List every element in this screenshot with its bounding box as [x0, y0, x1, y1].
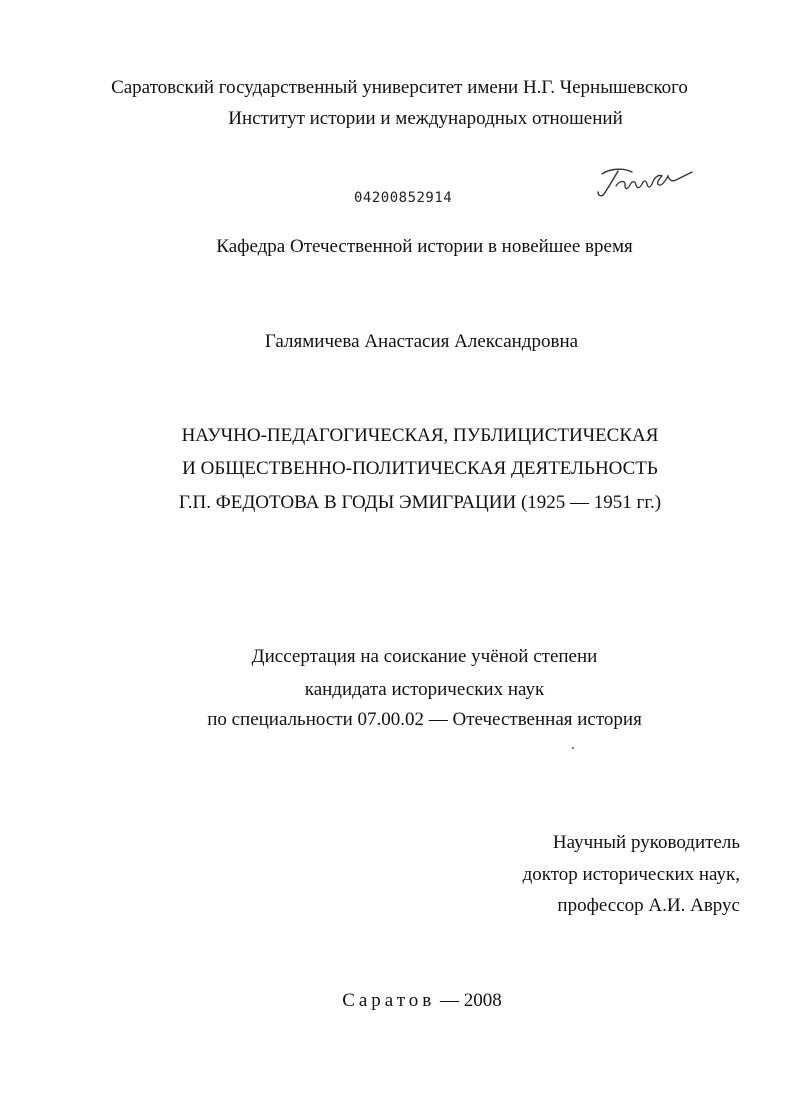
degree-line-1: Диссертация на соискание учёной степени	[251, 646, 598, 667]
thesis-title-line-3: Г.П. ФЕДОТОВА В ГОДЫ ЭМИГРАЦИИ (1925 — 1951 гг.)	[178, 492, 662, 513]
handwritten-signature	[592, 160, 702, 200]
supervisor-name: профессор А.И. Аврус	[557, 895, 740, 916]
author-name: Галямичева Анастасия Александровна	[264, 331, 579, 352]
institute-name: Институт истории и международных отношений	[228, 108, 623, 129]
year: 2008	[463, 990, 502, 1011]
supervisor-title: Научный руководитель	[552, 832, 740, 853]
department-name: Кафедра Отечественной истории в новейшее время	[216, 236, 633, 257]
city-name: Саратов	[342, 990, 436, 1011]
thesis-title-line-1: НАУЧНО-ПЕДАГОГИЧЕСКАЯ, ПУБЛИЦИСТИЧЕСКАЯ	[181, 425, 659, 446]
thesis-title-line-2: И ОБЩЕСТВЕННО-ПОЛИТИЧЕСКАЯ ДЕЯТЕЛЬНОСТЬ	[182, 458, 658, 479]
registration-code: 04200852914	[354, 190, 453, 206]
place-and-year	[0, 989, 799, 1013]
degree-line-2: кандидата исторических наук	[304, 679, 545, 700]
degree-line-3: по специальности 07.00.02 — Отечественная история	[207, 709, 642, 730]
university-name: Саратовский государственный университет имени Н.Г. Чернышевского	[111, 77, 688, 98]
stray-mark	[572, 747, 574, 749]
supervisor-degree: доктор исторических наук,	[522, 864, 740, 885]
year-separator: —	[435, 990, 464, 1011]
